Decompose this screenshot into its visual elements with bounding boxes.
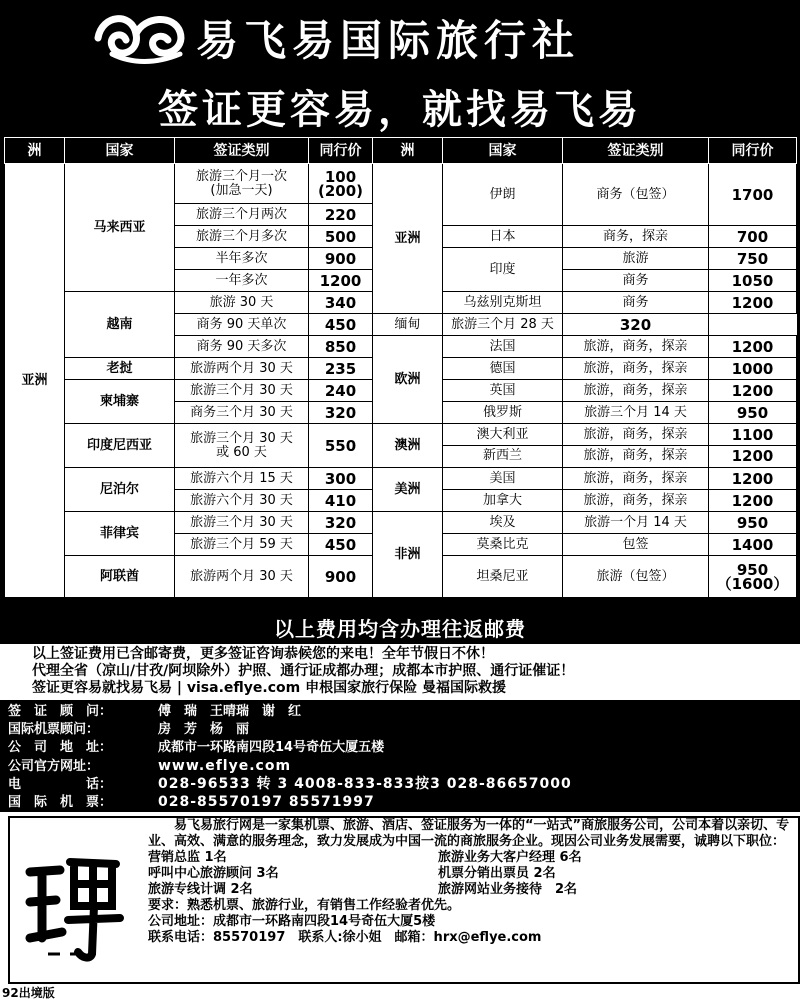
visa-type-cell: 旅游三个月 30 天 [175, 512, 309, 534]
price-cell: 950 [709, 402, 797, 424]
visa-type-cell: 一年多次 [175, 270, 309, 292]
visa-type-cell: 旅游一个月 14 天 [563, 512, 709, 534]
country-cell: 美国 [443, 468, 563, 490]
price-cell: 900 [309, 556, 373, 598]
continent-cell: 欧洲 [373, 336, 443, 424]
contact-label: 国 际 机 票： [8, 795, 113, 810]
visa-type-cell: 旅游 30 天 [175, 292, 309, 314]
agency-title: 易飞易国际旅行社 [196, 16, 581, 65]
website-link[interactable]: www.eflye.com [158, 758, 292, 774]
continent-cell: 非洲 [373, 512, 443, 598]
country-cell: 马来西亚 [65, 164, 175, 292]
country-cell: 伊朗 [443, 164, 563, 226]
header-country: 国家 [65, 138, 175, 164]
country-cell: 俄罗斯 [443, 402, 563, 424]
visa-type-cell: 旅游六个月 15 天 [175, 468, 309, 490]
price-cell: 1200 [709, 468, 797, 490]
country-cell: 尼泊尔 [65, 468, 175, 512]
page-footer: 92出境版 [2, 986, 55, 1000]
table-header-row [5, 138, 797, 164]
contact-value: 028-96533 转 3 4008-833-833按3 028-86657000 [158, 776, 572, 792]
price-cell: 320 [309, 402, 373, 424]
price-cell: 320 [563, 314, 709, 336]
country-text: 澳大利亚 [476, 427, 529, 442]
visa-type-cell: 旅游，商务，探亲 [563, 358, 709, 380]
price-cell: 1200 [709, 336, 797, 358]
visa-type-text: 旅游，商务，探亲 [563, 445, 708, 463]
recruit-intro: 易飞易旅行网是一家集机票、旅游、酒店、签证服务为一体的“一站式”商旅服务公司，公司本着以亲切、专业、高效、满意的服务理念，致力发展成为中国一流的商旅服务企业。现因公司业务发展需要，诚聘以下职位： [148, 818, 790, 849]
contact-row-website [8, 757, 800, 775]
price-text: 1100 [731, 426, 774, 444]
price-cell: 450 [309, 534, 373, 556]
visa-type-cell: 商务 [563, 292, 709, 314]
country-cell: 缅甸 [373, 314, 443, 336]
header-continent: 洲 [5, 138, 65, 164]
recruit-requirement: 要求：熟悉机票、旅游行业，有销售工作经验者优先。 [148, 898, 461, 913]
price-text: (200) [317, 181, 364, 200]
price-cell: 1200 [709, 292, 797, 314]
continent-cell: 亚洲 [5, 164, 65, 598]
country-cell: 印度 [443, 248, 563, 292]
price-text: 1200 [709, 445, 796, 463]
postage-notice: 以上费用均含办理往返邮费 [0, 614, 800, 644]
price-cell: 235 [309, 358, 373, 380]
position: 旅游专线计调 2名 [148, 882, 253, 897]
country-cell: 菲律宾 [65, 512, 175, 556]
country-cell: 法国 [443, 336, 563, 358]
country-cell: 柬埔寨 [65, 380, 175, 424]
visa-type-cell: 旅游三个月多次 [175, 226, 309, 248]
price-cell: 500 [309, 226, 373, 248]
recruit-contact: 联系电话：85570197 联系人:徐小姐 邮箱：hrx@eflye.com [148, 930, 542, 945]
visa-type-cell: 商务 90 天多次 [175, 336, 309, 358]
recruit-address: 公司地址：成都市一环路南四段14号奇伍大厦5楼 [148, 914, 436, 929]
position: 旅游网站业务接待 2名 [438, 882, 578, 897]
position-row [148, 866, 798, 882]
visa-type-cell: 旅游，商务，探亲 [563, 380, 709, 402]
visa-type-text: 旅游三个月 30 天 [190, 430, 293, 446]
visa-type-cell: 包签 [563, 534, 709, 556]
visa-type-cell: 旅游三个月 30 天 [175, 380, 309, 402]
slogan: 签证更容易，就找易飞易 [158, 87, 642, 133]
visa-type-cell: 旅游六个月 30 天 [175, 490, 309, 512]
note-line: 代理全省（凉山/甘孜/阿坝除外）护照、通行证成都办理；成都本市护照、通行证催证！ [32, 663, 575, 679]
price-cell: 850 [309, 336, 373, 358]
price-cell [709, 556, 797, 598]
price-cell [709, 424, 797, 468]
table-row [5, 512, 797, 534]
header-visa-type: 签证类别 [563, 138, 709, 164]
visa-type-cell: 旅游（包签） [563, 556, 709, 598]
header-banner [0, 0, 800, 134]
country-cell: 英国 [443, 380, 563, 402]
visa-type-cell: 商务 [563, 270, 709, 292]
price-cell: 1200 [309, 270, 373, 292]
header-country: 国家 [443, 138, 563, 164]
visa-type-cell: 商务（包签） [563, 164, 709, 226]
price-cell: 750 [709, 248, 797, 270]
position-row [148, 850, 798, 866]
contact-row-ticket-phone [8, 793, 800, 811]
contact-row-ticket-advisor [8, 721, 800, 739]
visa-type-text: (加急一天) [210, 182, 273, 198]
agency-logo-icon [92, 8, 188, 66]
visa-type-cell: 旅游，商务，探亲 [563, 468, 709, 490]
contact-value: 房 芳 杨 丽 [158, 722, 250, 737]
country-cell: 莫桑比克 [443, 534, 563, 556]
visa-type-cell [175, 164, 309, 204]
country-cell: 坦桑尼亚 [443, 556, 563, 598]
country-cell: 德国 [443, 358, 563, 380]
contact-value: 傅 瑞 王晴瑞 谢 红 [158, 704, 302, 719]
price-cell: 450 [309, 314, 373, 336]
country-cell: 阿联酋 [65, 556, 175, 598]
price-text: 950 [736, 560, 769, 579]
contact-label: 国际机票顾问： [8, 722, 100, 737]
position: 呼叫中心旅游顾问 3名 [148, 866, 279, 881]
price-cell: 410 [309, 490, 373, 512]
notes-block [32, 646, 792, 697]
visa-type-cell: 商务三个月 30 天 [175, 402, 309, 424]
header-continent: 洲 [373, 138, 443, 164]
continent-cell: 澳洲 [373, 424, 443, 468]
contact-label: 签 证 顾 问： [8, 704, 113, 719]
visa-price-table [4, 137, 797, 598]
country-cell [443, 424, 563, 468]
visa-type-cell: 旅游，商务，探亲 [563, 336, 709, 358]
price-cell: 1400 [709, 534, 797, 556]
visa-type-cell: 旅游三个月 14 天 [563, 402, 709, 424]
visa-type-cell: 商务 90 天单次 [175, 314, 309, 336]
visa-type-cell: 旅游，商务，探亲 [563, 490, 709, 512]
header-price: 同行价 [709, 138, 797, 164]
position: 机票分销出票员 2名 [438, 866, 556, 881]
visa-type-cell: 旅游 [563, 248, 709, 270]
country-cell: 乌兹别克斯坦 [443, 292, 563, 314]
price-cell: 300 [309, 468, 373, 490]
price-cell: 220 [309, 204, 373, 226]
table-row [5, 164, 797, 204]
visa-type-cell: 旅游三个月两次 [175, 204, 309, 226]
table-row [5, 468, 797, 490]
hiring-calligraphy-icon [20, 842, 130, 962]
contact-value: 成都市一环路南四段14号奇伍大厦五楼 [158, 740, 385, 755]
header-visa-type: 签证类别 [175, 138, 309, 164]
contact-block [0, 700, 800, 812]
recruitment-text [148, 818, 798, 946]
price-cell: 320 [309, 512, 373, 534]
contact-label: 电 话： [8, 777, 113, 792]
continent-cell: 美洲 [373, 468, 443, 512]
price-cell: 700 [709, 226, 797, 248]
country-text: 新西兰 [443, 445, 562, 463]
position: 营销总监 1名 [148, 850, 227, 865]
price-cell: 1200 [709, 380, 797, 402]
price-cell: 900 [309, 248, 373, 270]
price-cell: 950 [709, 512, 797, 534]
note-line: 以上签证费用已含邮寄费，更多签证咨询恭候您的来电！全年节假日不休！ [32, 646, 494, 662]
price-cell: 1000 [709, 358, 797, 380]
visa-type-text: 或 60 天 [216, 444, 267, 460]
contact-row-visa-advisor [8, 703, 800, 721]
continent-cell: 亚洲 [373, 164, 443, 314]
country-cell: 印度尼西亚 [65, 424, 175, 468]
visa-type-cell: 商务，探亲 [563, 226, 709, 248]
price-text: 100 [324, 167, 357, 186]
country-cell: 老挝 [65, 358, 175, 380]
price-cell: 550 [309, 424, 373, 468]
country-cell: 加拿大 [443, 490, 563, 512]
visa-type-cell: 旅游三个月 59 天 [175, 534, 309, 556]
price-cell: 1200 [709, 490, 797, 512]
recruitment-block [8, 816, 800, 984]
contact-row-address [8, 739, 800, 757]
position-row [148, 882, 798, 898]
contact-value: 028-85570197 85571997 [158, 794, 375, 810]
table-row [5, 424, 797, 468]
contact-label: 公 司 地 址： [8, 740, 113, 755]
contact-label: 公司官方网址： [8, 759, 100, 774]
visa-type-cell: 旅游三个月 28 天 [443, 314, 563, 336]
note-line: 签证更容易就找易飞易 | visa.eflye.com 申根国家旅行保险 曼福国际救援 [32, 680, 506, 696]
price-cell: 1050 [709, 270, 797, 292]
visa-price-table-container [0, 134, 800, 614]
country-cell: 日本 [443, 226, 563, 248]
price-cell: 240 [309, 380, 373, 402]
price-cell: 340 [309, 292, 373, 314]
visa-type-text: 旅游三个月一次 [195, 168, 287, 184]
visa-type-cell: 旅游两个月 30 天 [175, 358, 309, 380]
visa-type-cell: 半年多次 [175, 248, 309, 270]
country-cell: 埃及 [443, 512, 563, 534]
position: 旅游业务大客户经理 6名 [438, 850, 582, 865]
price-text: （1600） [716, 574, 789, 593]
header-price: 同行价 [309, 138, 373, 164]
price-cell [309, 164, 373, 204]
visa-type-cell [563, 424, 709, 468]
visa-type-cell: 旅游两个月 30 天 [175, 556, 309, 598]
country-cell: 越南 [65, 292, 175, 358]
contact-row-phone [8, 775, 800, 793]
visa-type-text: 旅游，商务，探亲 [583, 427, 688, 442]
visa-type-cell [175, 424, 309, 468]
price-cell: 1700 [709, 164, 797, 226]
